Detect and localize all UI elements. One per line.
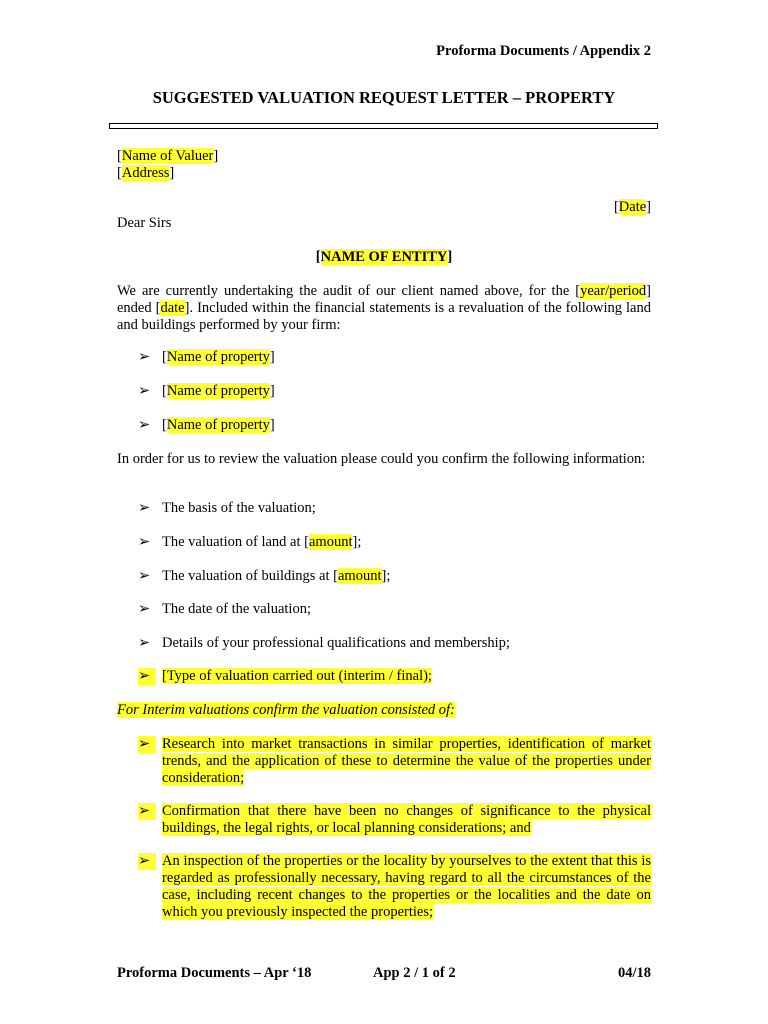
type-text: [Type of valuation carried out (interim / final); xyxy=(162,668,432,684)
footer-date: 04/18 xyxy=(617,965,651,981)
request-paragraph: In order for us to review the valuation please could you confirm the following information: xyxy=(117,451,646,467)
title-rule xyxy=(109,123,658,129)
page-header: Proforma Documents / Appendix 2 xyxy=(436,43,651,59)
bullet-icon: ➢ xyxy=(138,668,156,685)
intro-text-3: . Included within the financial statements is a revaluation of the following land and buildings performed by your firm: xyxy=(117,300,651,333)
valuer-name-placeholder: Name of Valuer xyxy=(121,148,214,164)
property-placeholder: Name of property xyxy=(166,349,270,365)
date-placeholder: Date xyxy=(618,199,647,215)
buildings-text-end: ]; xyxy=(381,568,391,584)
intro-date-placeholder: date xyxy=(160,300,185,316)
bullet-icon: ➢ xyxy=(138,601,151,617)
land-amount-placeholder: amount xyxy=(308,534,353,550)
interim-item xyxy=(162,853,651,921)
salutation: Dear Sirs xyxy=(117,215,172,231)
footer-page: App 2 / 1 of 2 xyxy=(373,965,456,981)
bullet-icon: ➢ xyxy=(138,383,151,399)
intro-text-1: We are currently undertaking the audit of our client named above, for the xyxy=(117,283,576,299)
buildings-amount-placeholder: amount xyxy=(338,568,382,584)
bullet-icon: ➢ xyxy=(138,853,156,870)
info-item-date: The date of the valuation; xyxy=(162,601,311,617)
info-item-land: The valuation of land at [amount]; xyxy=(162,534,362,550)
bullet-icon: ➢ xyxy=(138,803,156,820)
intro-text-2: ended xyxy=(117,300,156,316)
bullet-icon: ➢ xyxy=(138,534,151,550)
property-placeholder: Name of property xyxy=(166,417,270,433)
bullet-icon: ➢ xyxy=(138,500,151,516)
year-period-placeholder: year/period xyxy=(580,283,647,299)
bullet-icon: ➢ xyxy=(138,417,151,433)
property-placeholder: Name of property xyxy=(166,383,270,399)
property-item: [Name of property] xyxy=(162,383,275,399)
intro-paragraph: We are currently undertaking the audit of our client named above, for the [year/period] ended [date]. Included within the financial statements is a revaluation of the following land and buildings performed by your firm: xyxy=(117,283,651,333)
bullet-icon: ➢ xyxy=(138,736,156,753)
entity-placeholder: NAME OF ENTITY xyxy=(320,249,448,265)
address-line: [Address] xyxy=(117,165,175,181)
buildings-text: The valuation of buildings at xyxy=(162,568,334,584)
info-item-buildings: The valuation of buildings at [amount]; xyxy=(162,568,391,584)
info-item-basis: The basis of the valuation; xyxy=(162,500,316,516)
document-title: SUGGESTED VALUATION REQUEST LETTER – PROPERTY xyxy=(152,88,616,107)
property-item: [Name of property] xyxy=(162,417,275,433)
land-text: The valuation of land at xyxy=(162,534,305,550)
address-placeholder: Address xyxy=(121,165,170,181)
interim-item-text: Confirmation that there have been no changes of significance to the physical buildings, the legal rights, or local planning considerations; and xyxy=(162,803,651,836)
property-item: [Name of property] xyxy=(162,349,275,365)
info-item-qualifications: Details of your professional qualifications and membership; xyxy=(162,635,510,651)
interim-item-text: An inspection of the properties or the locality by yourselves to the extent that this is regarded as professionally necessary, having regard to all the circumstances of the case, including recent changes to the properties or the localities and the date on which you previously inspected the properties; xyxy=(162,853,651,920)
interim-item-text: Research into market transactions in similar properties, identification of market trends, and the application of these to determine the value of the properties under consideration; xyxy=(162,736,651,786)
info-item-type xyxy=(162,668,651,685)
bullet-icon: ➢ xyxy=(138,568,151,584)
footer-left: Proforma Documents – Apr ‘18 xyxy=(117,965,312,981)
interim-heading-text: For Interim valuations confirm the valuation consisted of: xyxy=(117,702,455,718)
valuer-name-line: [Name of Valuer] xyxy=(117,148,219,164)
entity-heading: [NAME OF ENTITY] xyxy=(315,249,453,265)
interim-item xyxy=(162,803,651,837)
bullet-icon: ➢ xyxy=(138,349,151,365)
interim-heading xyxy=(117,702,651,719)
bullet-icon: ➢ xyxy=(138,635,151,651)
interim-item xyxy=(162,736,651,787)
land-text-end: ]; xyxy=(352,534,362,550)
date-line: [Date] xyxy=(613,199,651,215)
